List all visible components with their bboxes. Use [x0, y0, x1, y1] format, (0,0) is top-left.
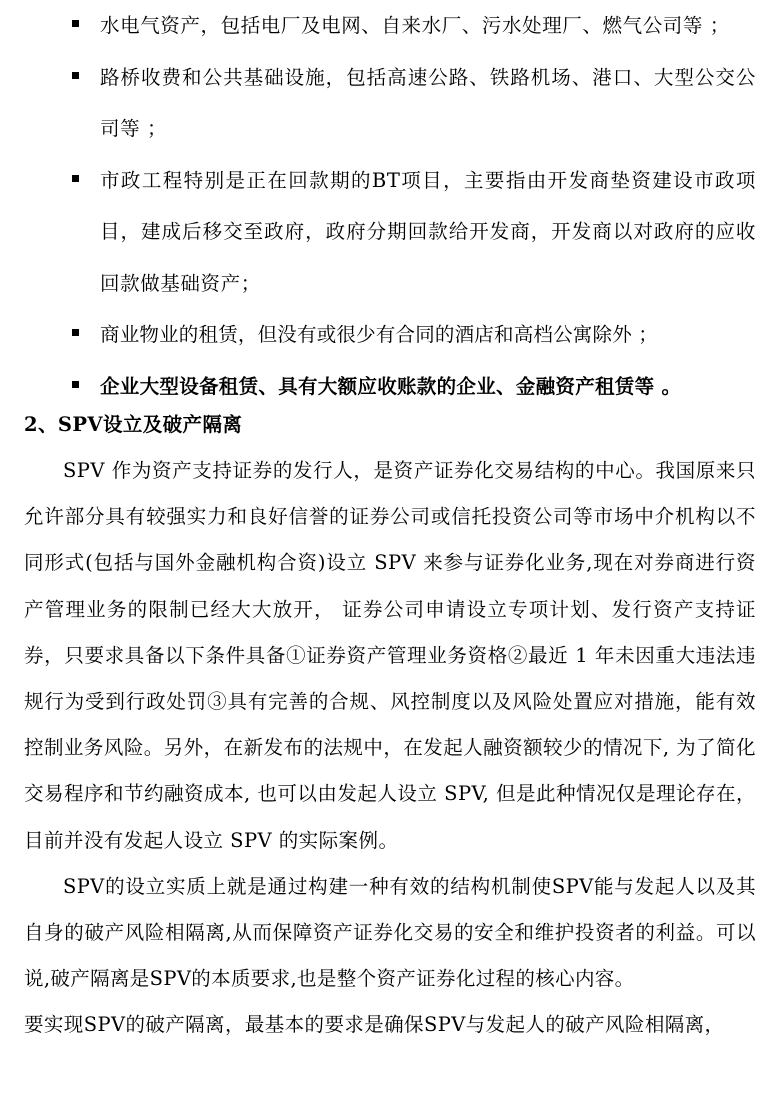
list-item-text: 市政工程特别是正在回款期的BT项目，主要指由开发商垫资建设市政项目，建成后移交至政府，政府分期回款给开发商，开发商以对政府的应收回款做基础资产；	[100, 168, 756, 295]
list-item	[0, 52, 780, 155]
paragraph: SPV的设立实质上就是通过构建一种有效的结构机制使SPV能与发起人以及其自身的破产风险相隔离,从而保障资产证券化交易的安全和维护投资者的利益。可以说,破产隔离是SPV的本质要求,也是整个资产证券化过程的核心内容。	[24, 874, 756, 991]
square-bullet-icon	[72, 381, 79, 388]
list-item-text: 水电气资产，包括电厂及电网、自来水厂、污水处理厂、燃气公司等 ；	[100, 14, 730, 37]
list-item	[0, 155, 780, 310]
list-item-text: 路桥收费和公共基础设施，包括高速公路、铁路机场、港口、大型公交公司等 ；	[100, 65, 756, 140]
section-heading: 2、SPV设立及破产隔离	[24, 413, 243, 436]
list-item-text: 企业大型设备租赁、具有大额应收账款的企业、金融资产租赁等 。	[100, 374, 682, 398]
square-bullet-icon	[72, 329, 79, 336]
square-bullet-icon	[72, 175, 79, 182]
list-item	[0, 0, 780, 52]
list-item-text: 商业物业的租赁，但没有或很少有合同的酒店和高档公寓除外 ；	[100, 323, 658, 346]
list-item	[0, 361, 780, 413]
paragraph: 要实现SPV的破产隔离，最基本的要求是确保SPV与发起人的破产风险相隔离，	[24, 1013, 725, 1037]
asset-type-bullet-list	[0, 0, 780, 412]
list-item	[0, 309, 780, 361]
square-bullet-icon	[72, 20, 79, 27]
square-bullet-icon	[72, 72, 79, 79]
body-content	[24, 448, 756, 1049]
paragraph: SPV 作为资产支持证券的发行人，是资产证券化交易结构的中心。我国原来只允许部分具有较强实力和良好信誉的证券公司或信托投资公司等市场中介机构以不同形式(包括与国外金融机构合资)设立 SPV 来参与证券化业务,现在对券商进行资产管理业务的限制已经大大放开， 证券公司申请设立专项计划、发行资产支持证券，只要求具备以下条件具备①证券资产管理业务资格②最近 1 年未因重大违法违规行为受到行政处罚③具有完善的合规、风控制度以及风险处置应对措施，能有效控制业务风险。另外，在新发布的法规中，在发起人融资额较少的情况下, 为了简化交易程序和节约融资成本, 也可以由发起人设立 SPV, 但是此种情况仅是理论存在，目前并没有发起人设立 SPV 的实际案例。	[24, 459, 756, 852]
